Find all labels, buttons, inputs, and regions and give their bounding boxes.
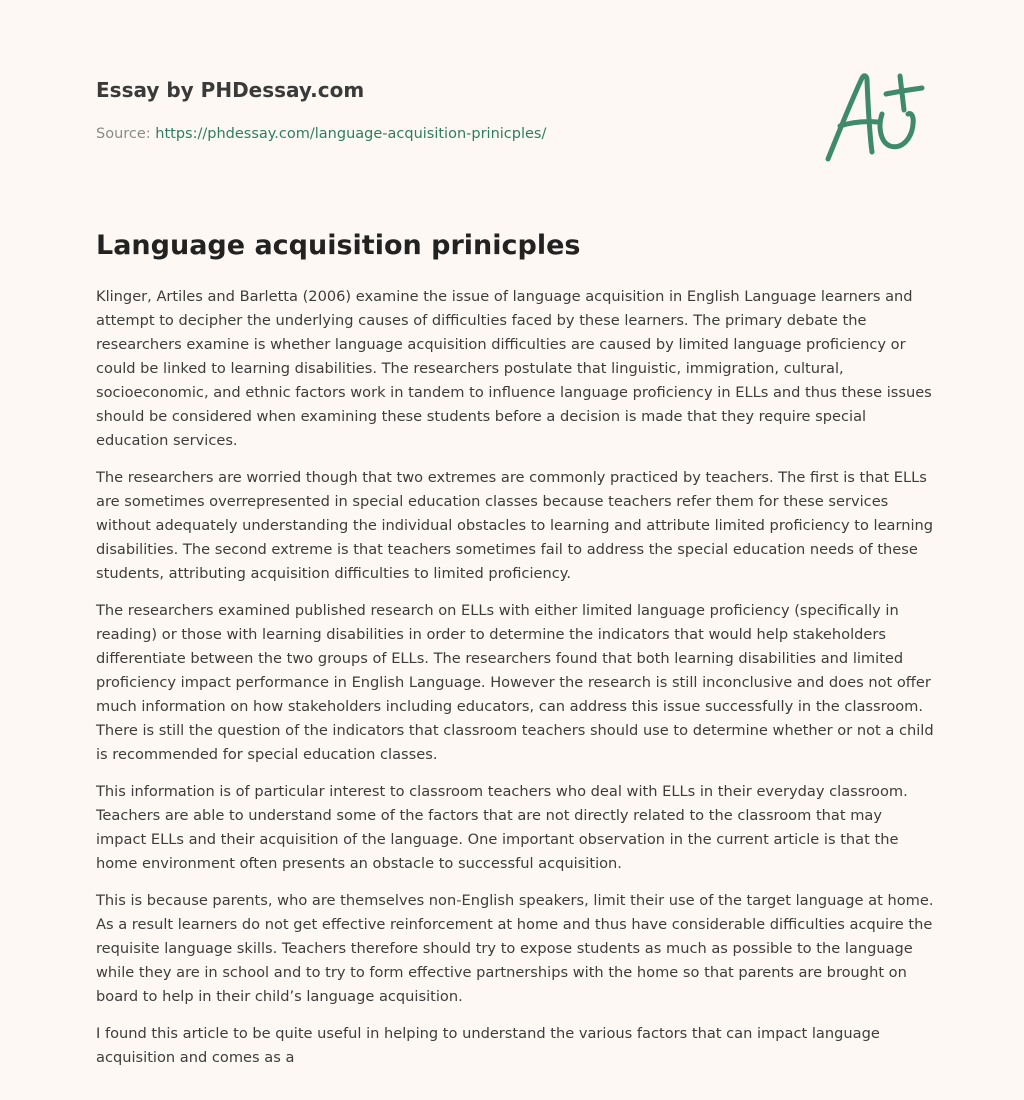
essay-title: Language acquisition prinicples <box>96 230 581 261</box>
paragraph: This information is of particular interest to classroom teachers who deal with ELLs in their everyday classroom. Teachers are able to understand some of the factors that are not directly related to the classroom that may impact ELLs and their acquisition of the language. One important observation in the current article is that the home environment often presents an obstacle to successful acquisition. <box>96 783 908 872</box>
paragraph: I found this article to be quite useful in helping to understand the various factors that can impact language acquisition and comes as a <box>96 1025 880 1066</box>
site-brand: Essay by PHDessay.com <box>96 78 365 102</box>
paragraph: The researchers are worried though that two extremes are commonly practiced by teachers. The first is that ELLs are sometimes overrepresented in special education classes because teachers refer them for these services without adequately understanding the individual obstacles to learning and attribute limited proficiency to learning disabilities. The second extreme is that teachers sometimes fail to address the special education needs of these students, attributing acquisition difficulties to limited proficiency. <box>96 469 934 582</box>
paragraph: This is because parents, who are themselves non-English speakers, limit their use of the target language at home. As a result learners do not get effective reinforcement at home and thus have considerable difficulties acquire the requisite language skills. Teachers therefore should try to expose students as much as possible to the language while they are in school and to try to form effective partnerships with the home so that parents are brought on board to help in their child’s language acquisition. <box>96 892 934 1005</box>
essay-body <box>96 285 934 1083</box>
paragraph: Klinger, Artiles and Barletta (2006) examine the issue of language acquisition in English Language learners and attempt to decipher the underlying causes of difficulties faced by these learners. The primary debate the researchers examine is whether language acquisition difficulties are caused by limited language proficiency or could be linked to learning disabilities. The researchers postulate that linguistic, immigration, cultural, socioeconomic, and ethnic factors work in tandem to influence language proficiency in ELLs and thus these issues should be considered when examining these students before a decision is made that they require special education services. <box>96 288 932 449</box>
source-label: Source: <box>96 126 156 142</box>
a-plus-logo-icon <box>818 64 930 168</box>
paragraph: The researchers examined published research on ELLs with either limited language proficiency (specifically in reading) or those with learning disabilities in order to determine the indicators that would help stakeholders differentiate between the two groups of ELLs. The researchers found that both learning disabilities and limited proficiency impact performance in English Language. However the research is still inconclusive and does not offer much information on how stakeholders including educators, can address this issue successfully in the classroom. There is still the question of the indicators that classroom teachers should use to determine whether or not a child is recommended for special education classes. <box>96 602 934 763</box>
source-link[interactable]: https://phdessay.com/language-acquisition-prinicples/ <box>155 126 547 142</box>
source-line <box>96 124 796 144</box>
essay-header <box>96 76 796 144</box>
